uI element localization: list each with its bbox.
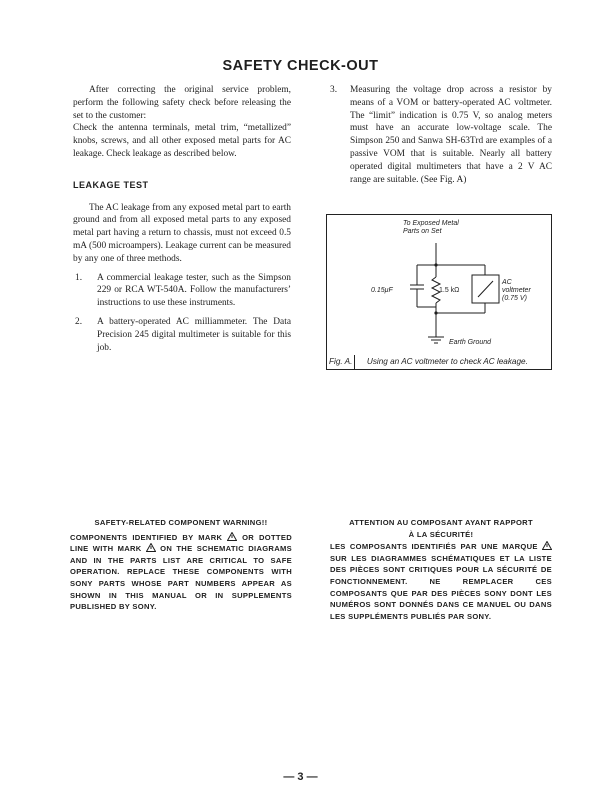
caution-triangle-icon <box>146 543 156 552</box>
intro-paragraph: After correcting the original service problem, perform the following safety check before releasing the set to the customer: <box>73 85 291 121</box>
page-title: SAFETY CHECK-OUT <box>222 58 379 74</box>
safety-warning-text-2: OR DOTTED LINE WITH MARK <box>70 532 292 554</box>
method-number: 2. <box>75 316 83 327</box>
method-number: 1. <box>75 272 83 283</box>
method-number: 3. <box>330 85 338 95</box>
safety-warning-heading: SAFETY-RELATED COMPONENT WARNING!! <box>94 518 268 527</box>
voltmeter-label: AC voltmeter (0.75 V) <box>502 279 531 302</box>
leakage-test-paragraph: The AC leakage from any exposed metal part to earth ground and from all exposed metal parts to any exposed metal part having a return to chassis, must not exceed 0.5 mA (500 microampers). Leakage current can be measured by any one of three methods. <box>73 202 291 264</box>
method-item-2 <box>73 316 291 354</box>
safety-warning-text-1: COMPONENTS IDENTIFIED BY MARK <box>70 532 223 542</box>
caution-triangle-icon <box>542 541 552 550</box>
page-number: — 3 — <box>283 771 318 783</box>
method-text: A battery-operated AC milliammeter. The Data Precision 245 digital multimeter is suitable for this job. <box>97 316 291 353</box>
method-item-1 <box>73 272 291 310</box>
figure-caption-text: Using an AC voltmeter to check AC leakage. <box>366 357 528 366</box>
figure-caption-id: Fig. A. <box>329 357 353 366</box>
safety-warning-french <box>330 517 552 622</box>
resistor-label: 1.5 kΩ <box>439 287 460 294</box>
intro-section <box>73 84 291 161</box>
method-item-3 <box>330 84 552 186</box>
right-column <box>330 84 552 186</box>
leakage-test-heading: LEAKAGE TEST <box>73 179 149 190</box>
figure-caption <box>329 357 528 366</box>
capacitor-label: 0.15μF <box>371 287 393 294</box>
figure-a <box>326 214 552 370</box>
earth-ground-label: Earth Ground <box>449 339 492 346</box>
left-column <box>73 84 291 354</box>
french-warning-heading-1: ATTENTION AU COMPOSANT AYANT RAPPORT <box>349 518 533 527</box>
method-text: Measuring the voltage drop across a resistor by means of a VOM or battery-operated AC voltmeter. The “limit” indication is 0.75 V, so analog meters must have an accurate low-voltage scale. The Simpson 250 and Sanwa SH-63Trd are examples of a passive VOM that is suitable. Nearly all battery operated digital multimeters that have a 2 V AC range are suitable. (See Fig. A) <box>350 85 552 185</box>
safety-warning-english <box>70 517 292 613</box>
method-text: A commercial leakage tester, such as the Simpson 229 or RCA WT-540A. Follow the manufacturers’ instructions to use these instruments. <box>97 272 291 309</box>
intro-instructions: Check the antenna terminals, metal trim, “metallized” knobs, screws, and all other exposed metal parts for AC leakage. Check leakage as described below. <box>73 123 291 159</box>
safety-warning-text-3: ON THE SCHEMATIC DIAGRAMS AND IN THE PARTS LIST ARE CRITICAL TO SAFE OPERATION. REPLACE THESE COMPONENTS WITH SONY PARTS WHOSE PART NUMBERS APPEAR AS SHOWN IN THIS MANUAL OR IN SUPPLEMENTS PUBLISHED BY SONY. <box>70 544 292 612</box>
caution-triangle-icon <box>227 532 237 541</box>
french-warning-text-1: LES COMPOSANTS IDENTIFIÉS PAR UNE MARQUE <box>330 542 538 552</box>
exposed-metal-label: To Exposed Metal Parts on Set <box>403 220 459 235</box>
french-warning-heading-2: À LA SÉCURITÉ! <box>408 529 474 539</box>
french-warning-text-2: SUR LES DIAGRAMMES SCHÉMATIQUES ET LA LISTE DES PIÈCES SONT CRITIQUES POUR LA SÉCURITÉ DE FONCTIONNEMENT. NE REMPLACER CES COMPOSANTS QUE PAR DES PIÈCES SONY DONT LES NUMÉROS SONT DONNÉS DANS CE MANUEL OU DANS LES SUPPLÉMENTS PUBLIÉS PAR SONY. <box>330 553 552 621</box>
